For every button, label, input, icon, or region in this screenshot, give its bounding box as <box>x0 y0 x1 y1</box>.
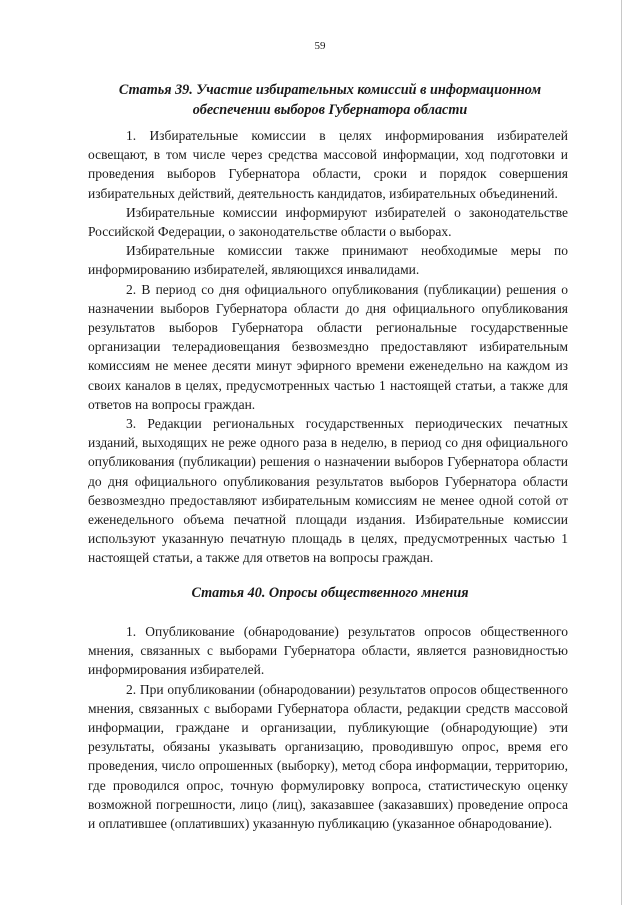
article-39-paragraph-5: 3. Редакции региональных государственных периодических печатных изданий, выходящих не реже одного раза в неделю, в период со дня официального опубликования (публикации) решения о назначении выборов Губернатора области до дня официального опубликования результатов выборов Губернатора области безвозмездно предоставляют избирательным комиссиям не менее одной сотой от еженедельного объема печатной площади издания. Избирательные комиссии используют указанную печатную площадь в целях, предусмотренных частью 1 настоящей статьи, а также для ответов на вопросы граждан. <box>88 416 568 566</box>
article-40-paragraph-1: 1. Опубликование (обнародование) результатов опросов общественного мнения, связанных с выборами Губернатора области, является разновидностью информирования избирателей. <box>88 624 568 678</box>
article-39-paragraph-3: Избирательные комиссии также принимают необходимые меры по информированию избирателей, являющихся инвалидами. <box>88 243 568 278</box>
article-39-title-line-2: обеспечении выборов Губернатора области <box>192 102 468 118</box>
page-number: 59 <box>314 40 326 52</box>
article-39-paragraph-4: 2. В период со дня официального опубликования (публикации) решения о назначении выборов Губернатора области до дня официального опубликования результатов выборов Губернатора области региональные государственные организации телерадиовещания безвозмездно предоставляют избирательным комиссиям не менее десяти минут эфирного времени еженедельно на каждом из своих каналов в целях, предусмотренных частью 1 настоящей статьи, а также для ответов на вопросы граждан. <box>88 281 568 412</box>
scan-edge-line <box>621 0 622 905</box>
article-39-paragraph-2: Избирательные комиссии информируют избирателей о законодательстве Российской Федерации, о законодательстве области о выборах. <box>88 204 568 240</box>
article-39-heading <box>95 80 565 120</box>
article-39-paragraph-1: 1. Избирательные комиссии в целях информирования избирателей освещают, в том числе через средства массовой информации, ход подготовки и проведения выборов Губернатора области, сроки и порядок совершения избирательных действий, деятельность кандидатов, избирательных объединений. <box>88 128 568 201</box>
article-39-body <box>88 126 568 568</box>
article-40-body <box>88 622 568 833</box>
article-40-title: Статья 40. Опросы общественного мнения <box>191 585 469 601</box>
article-40-heading <box>95 583 565 603</box>
article-40-paragraph-2: 2. При опубликовании (обнародовании) результатов опросов общественного мнения, связанных с выборами Губернатора области, редакции средств массовой информации, граждане и организации, публикующие (обнародующие) эти результаты, обязаны указывать организацию, проводившую опрос, время его проведения, число опрошенных (выборку), метод сбора информации, территорию, где проводился опрос, точную формулировку вопроса, статистическую оценку возможной погрешности, лицо (лиц), заказавшее (заказавших) проведение опроса и оплатившее (оплативших) указанную публикацию (указанное обнародование). <box>88 681 568 832</box>
article-39-title-line-1: Статья 39. Участие избирательных комиссий в информационном <box>118 82 542 98</box>
